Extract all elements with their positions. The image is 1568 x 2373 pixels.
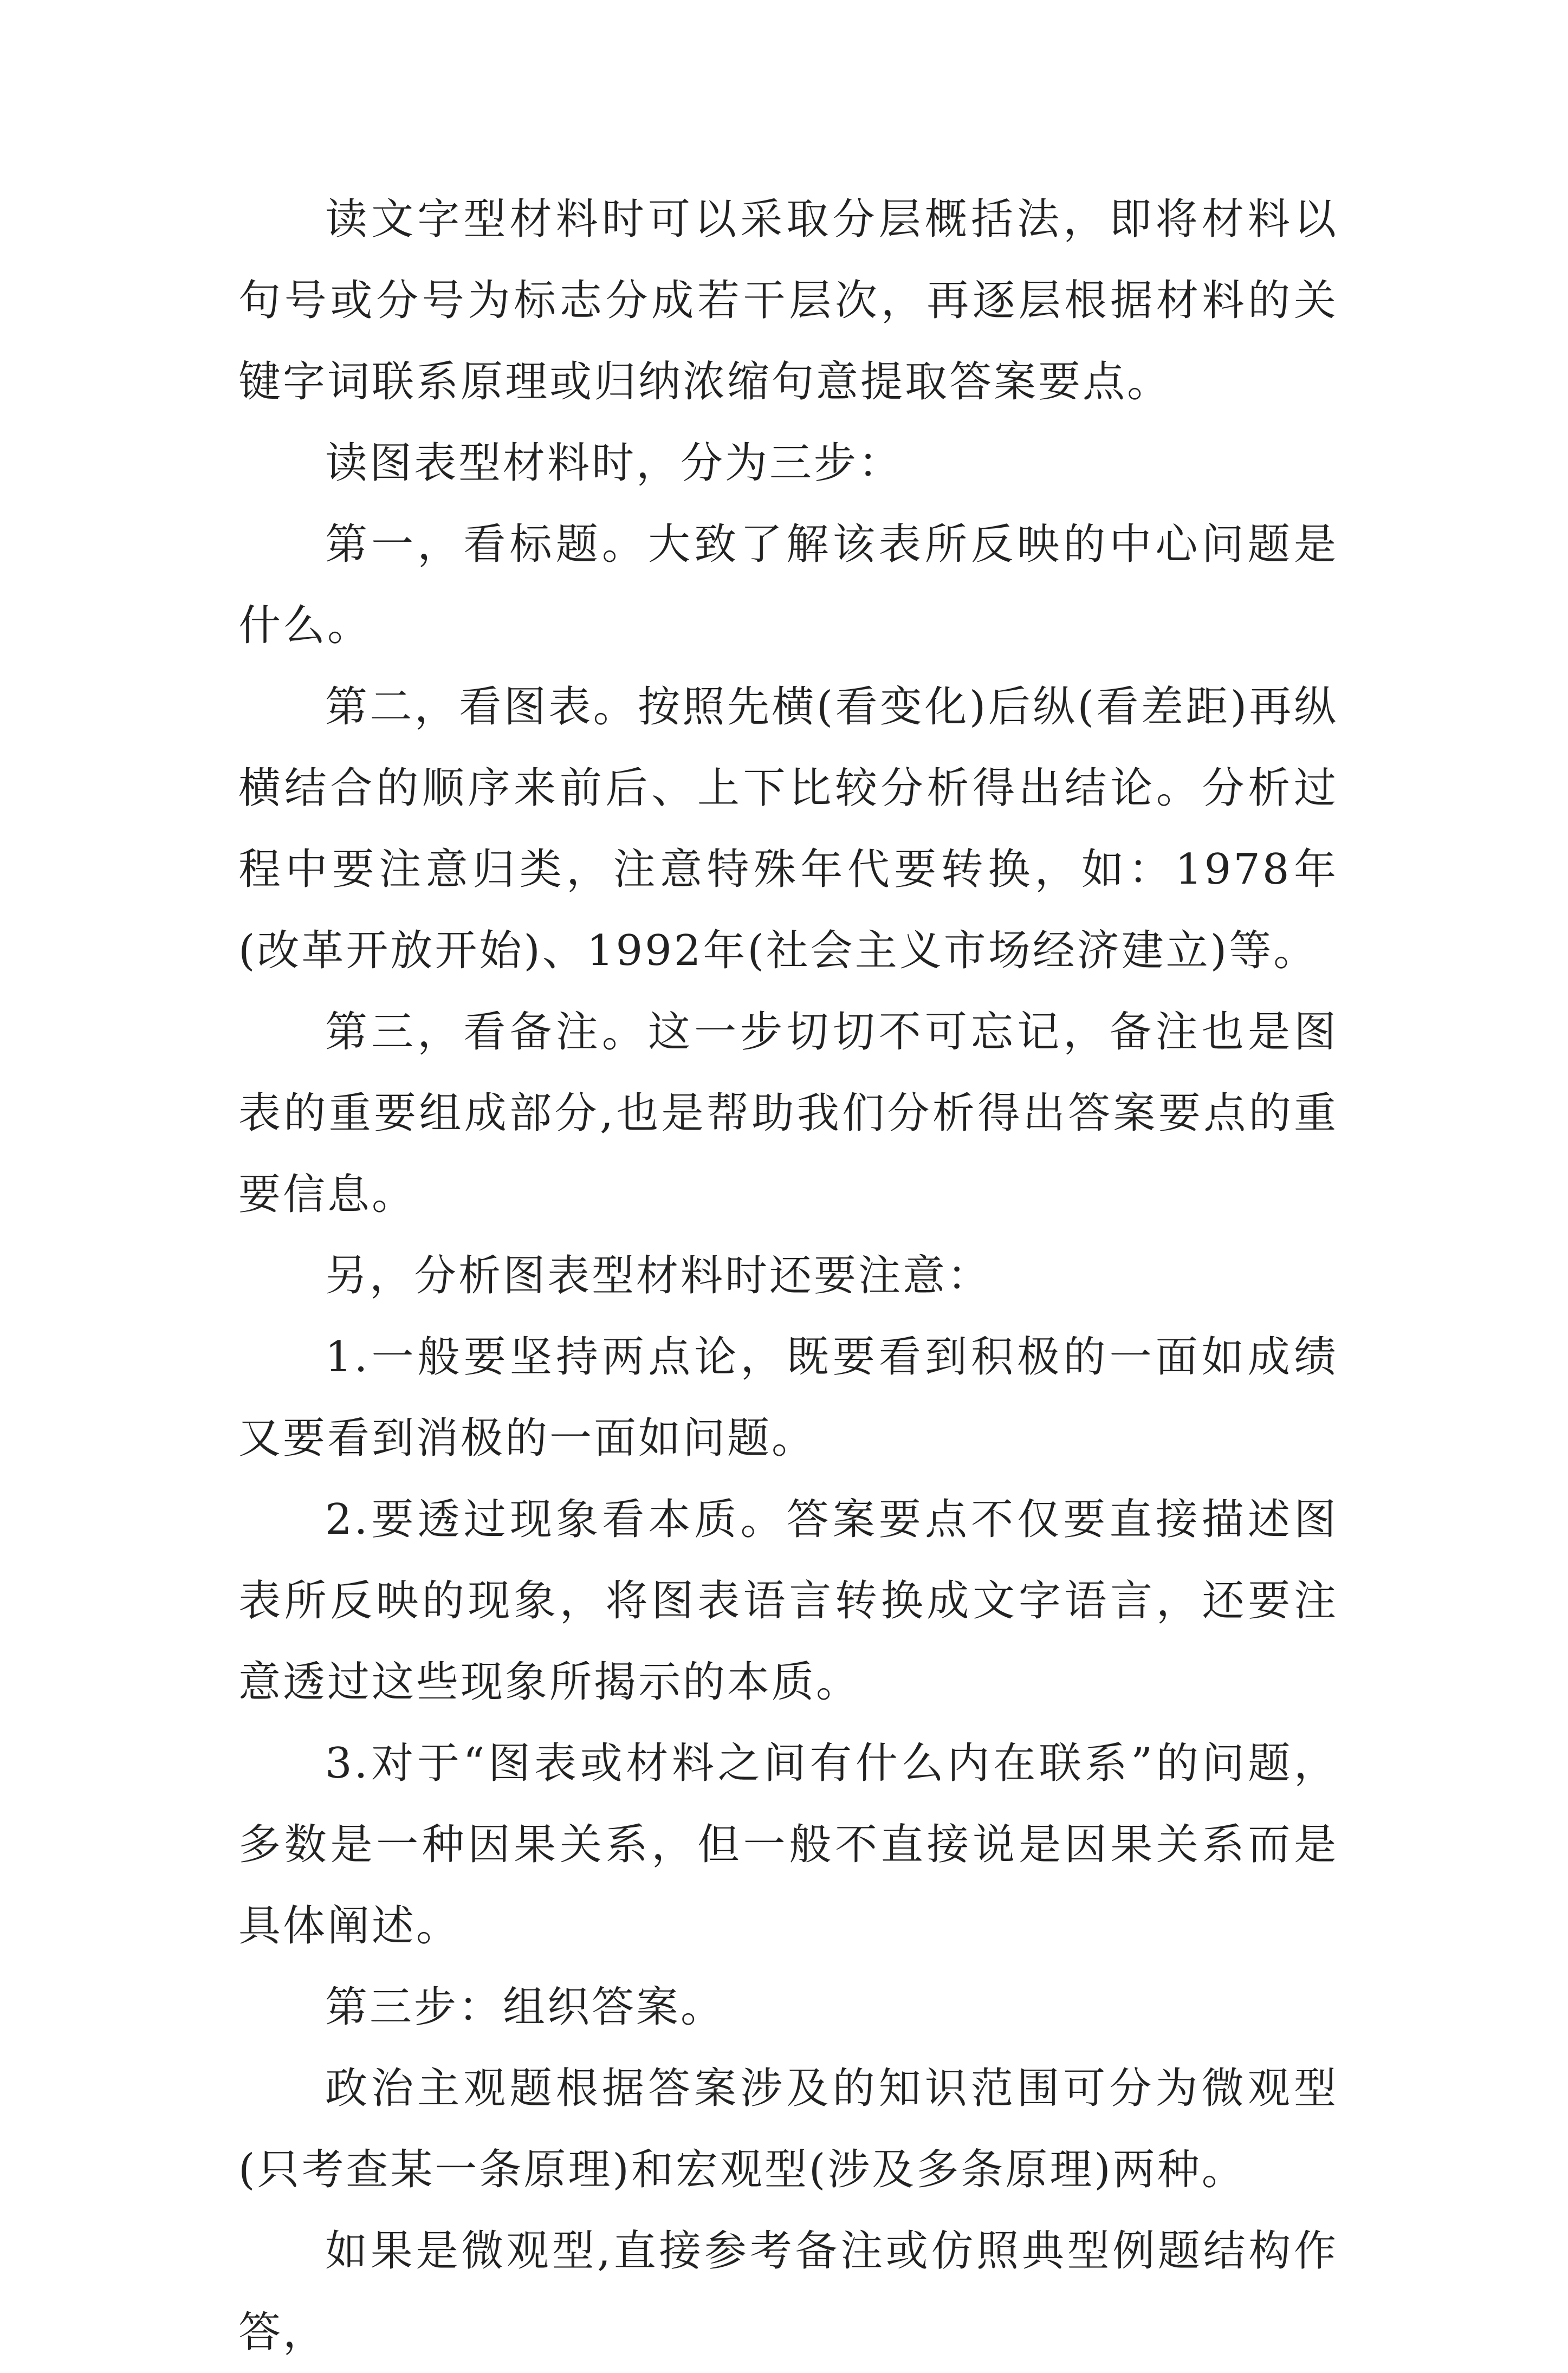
paragraph: 第三步：组织答案。 xyxy=(325,1983,725,2032)
paragraph: 第二，看图表。按照先横(看变化)后纵(看差距)再纵横结合的顺序来前后、上下比较分析得出结论。分析过程中要注意归类，注意特殊年代要转换，如：1978年(改革开放开始)、1992年(社会主义市场经济建立)等。 xyxy=(238,683,1338,975)
paragraph: 1.一般要坚持两点论，既要看到积极的一面如成绩又要看到消极的一面如问题。 xyxy=(238,1333,1338,1463)
document-body xyxy=(238,179,1338,2373)
paragraph: 读文字型材料时可以采取分层概括法，即将材料以句号或分号为标志分成若干层次，再逐层根据材料的关键字词联系原理或归纳浓缩句意提取答案要点。 xyxy=(238,195,1338,406)
paragraph: 另，分析图表型材料时还要注意： xyxy=(325,1252,992,1300)
paragraph: 第一，看标题。大致了解该表所反映的中心问题是什么。 xyxy=(238,520,1338,650)
paragraph: 如果是微观型,直接参考备注或仿照典型例题结构作答， xyxy=(238,2227,1338,2357)
paragraph: 第三，看备注。这一步切切不可忘记，备注也是图表的重要组成部分,也是帮助我们分析得出答案要点的重要信息。 xyxy=(238,1008,1338,1219)
paragraph: 3.对于“图表或材料之间有什么内在联系”的问题，多数是一种因果关系，但一般不直接说是因果关系而是具体阐述。 xyxy=(238,1739,1338,1950)
paragraph: 读图表型材料时，分为三步： xyxy=(325,439,903,488)
paragraph: 政治主观题根据答案涉及的知识范围可分为微观型(只考查某一条原理)和宏观型(涉及多条原理)两种。 xyxy=(238,2064,1338,2194)
paragraph: 2.要透过现象看本质。答案要点不仅要直接描述图表所反映的现象，将图表语言转换成文字语言，还要注意透过这些现象所揭示的本质。 xyxy=(238,1495,1338,1707)
